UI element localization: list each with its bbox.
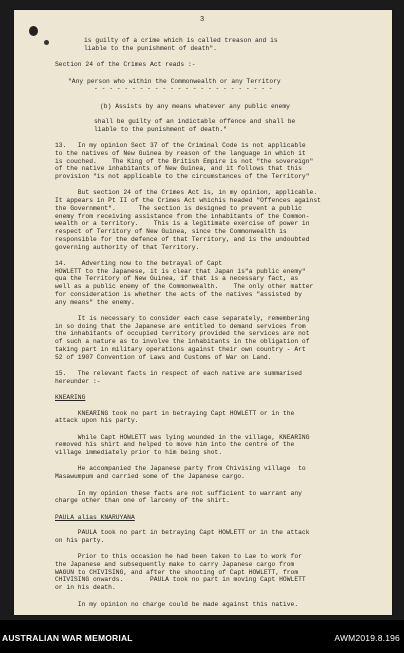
text-line: - - - - - - - - - - - - - - - - - - - - - - - -: [94, 85, 273, 92]
text-line: of the native inhabitants of New Guinea, and it follows that this: [55, 165, 302, 172]
typed-text: [14, 10, 392, 615]
text-line: governing authority of that Territory.: [55, 244, 200, 251]
text-line: It is necessary to consider each case separately, remembering: [55, 315, 310, 322]
text-line: shall be guilty of an indictable offence and shall be: [94, 118, 296, 125]
text-line: taking part in military operations against their own country - Art: [55, 346, 306, 353]
section-heading: KNEARING: [55, 394, 86, 401]
text-line: charge other than one of larceny of the shirt.: [55, 497, 230, 504]
text-line: hereunder :-: [55, 378, 101, 385]
text-line: for consideration is whether the acts of the natives "assisted by: [55, 291, 302, 298]
text-line: well as a public enemy of the Commonwealth. The only other matter: [55, 283, 314, 290]
section-heading: PAULA alias KNARUYANA: [55, 514, 135, 521]
text-line: WAGUN to CHIVISING, and after the shooting of Capt HOWLETT, from: [55, 569, 299, 576]
text-line: qua the Territory of New Guinea, if that is a necessary fact, as: [55, 275, 299, 282]
text-line: "Any person who within the Commonwealth or any Territory: [68, 78, 281, 85]
text-line: 14. Adverting now to the betrayal of Capt: [55, 260, 223, 267]
text-line: liable to the punishment of death.": [94, 126, 227, 133]
text-line: It appears in Pt II of the Crimes Act whichis headed "Offences against: [55, 197, 321, 204]
item-reference: AWM2019.8.196: [334, 633, 400, 643]
text-line: the Japanese and subsequently make to carry Japanese cargo from: [55, 561, 295, 568]
text-line: of such a nature as to involve the inhabitants in the obligation of: [55, 338, 310, 345]
text-line: PAULA took no part in betraying Capt HOWLETT or in the attack: [55, 529, 310, 536]
text-line: on his party.: [55, 537, 105, 544]
text-line: He accompanied the Japanese party from Chivising village to: [55, 465, 306, 472]
text-line: wealth or a territory. This is a legitimate exercise of power in: [55, 220, 310, 227]
text-line: is guilty of a crime which is called treason and is: [84, 37, 278, 44]
text-line: any means" the enemy.: [55, 299, 135, 306]
document-page: [14, 10, 392, 615]
text-line: (b) Assists by any means whatever any public enemy: [100, 103, 290, 110]
page-number: 3: [200, 16, 205, 24]
text-line: In my opinion no charge could be made against this native.: [55, 601, 299, 608]
text-line: removed his shirt and helped to move him into the centre of the: [55, 441, 295, 448]
text-line: Masawumpum and carried some of the Japanese cargo.: [55, 473, 245, 480]
text-line: the Government". The section is designed to prevent a public: [55, 205, 302, 212]
text-line: While Capt HOWLETT was lying wounded in the village, KNEARING: [55, 434, 310, 441]
text-line: in so doing that the Japanese are entitled to demand services from: [55, 323, 306, 330]
text-line: HOWLETT to the Japanese, it is clear that Japan is"a public enemy": [55, 268, 306, 275]
text-line: the inhabitants of occupied territory provided the services are not: [55, 330, 310, 337]
text-line: In my opinion these facts are not sufficient to warrant any: [55, 490, 302, 497]
text-line: is couched. The King of the British Empire is not "the sovereign": [55, 158, 314, 165]
text-line: attack upon his party.: [55, 417, 139, 424]
text-line: 15. The relevant facts in respect of each native are summarised: [55, 370, 302, 377]
text-line: or in his death.: [55, 584, 116, 591]
archive-footer: [0, 620, 404, 653]
text-line: Prior to this occasion he had been taken to Lae to work for: [55, 553, 302, 560]
text-line: Section 24 of the Crimes Act reads :-: [55, 61, 196, 68]
text-line: village immediately prior to him being shot.: [55, 449, 223, 456]
text-line: 13. In my opinion Sect 37 of the Criminal Code is not applicable: [55, 142, 306, 149]
text-line: But section 24 of the Crimes Act is, in my opinion, applicable.: [55, 189, 318, 196]
institution-name: AUSTRALIAN WAR MEMORIAL: [2, 633, 133, 643]
text-line: liable to the punishment of death".: [84, 45, 217, 52]
text-line: respect of Territory of New Guinea, since the Commonwealth is: [55, 228, 287, 235]
text-line: responsible for the defence of that Territory, and is the undoubted: [55, 236, 310, 243]
text-line: provision "is not applicable to the circumstances of the Territory": [55, 173, 310, 180]
text-line: KNEARING took no part in betraying Capt HOWLETT or in the: [55, 410, 295, 417]
text-line: 52 of 1907 Convention of Laws and Customs of War on Land.: [55, 354, 272, 361]
text-line: enemy from receiving assistance from the inhabitants of the Common-: [55, 213, 310, 220]
text-line: to the natives of New Guinea by reason of the language in which it: [55, 150, 306, 157]
text-line: CHIVISING onwards. PAULA took no part in moving Capt HOWLETT: [55, 576, 306, 583]
